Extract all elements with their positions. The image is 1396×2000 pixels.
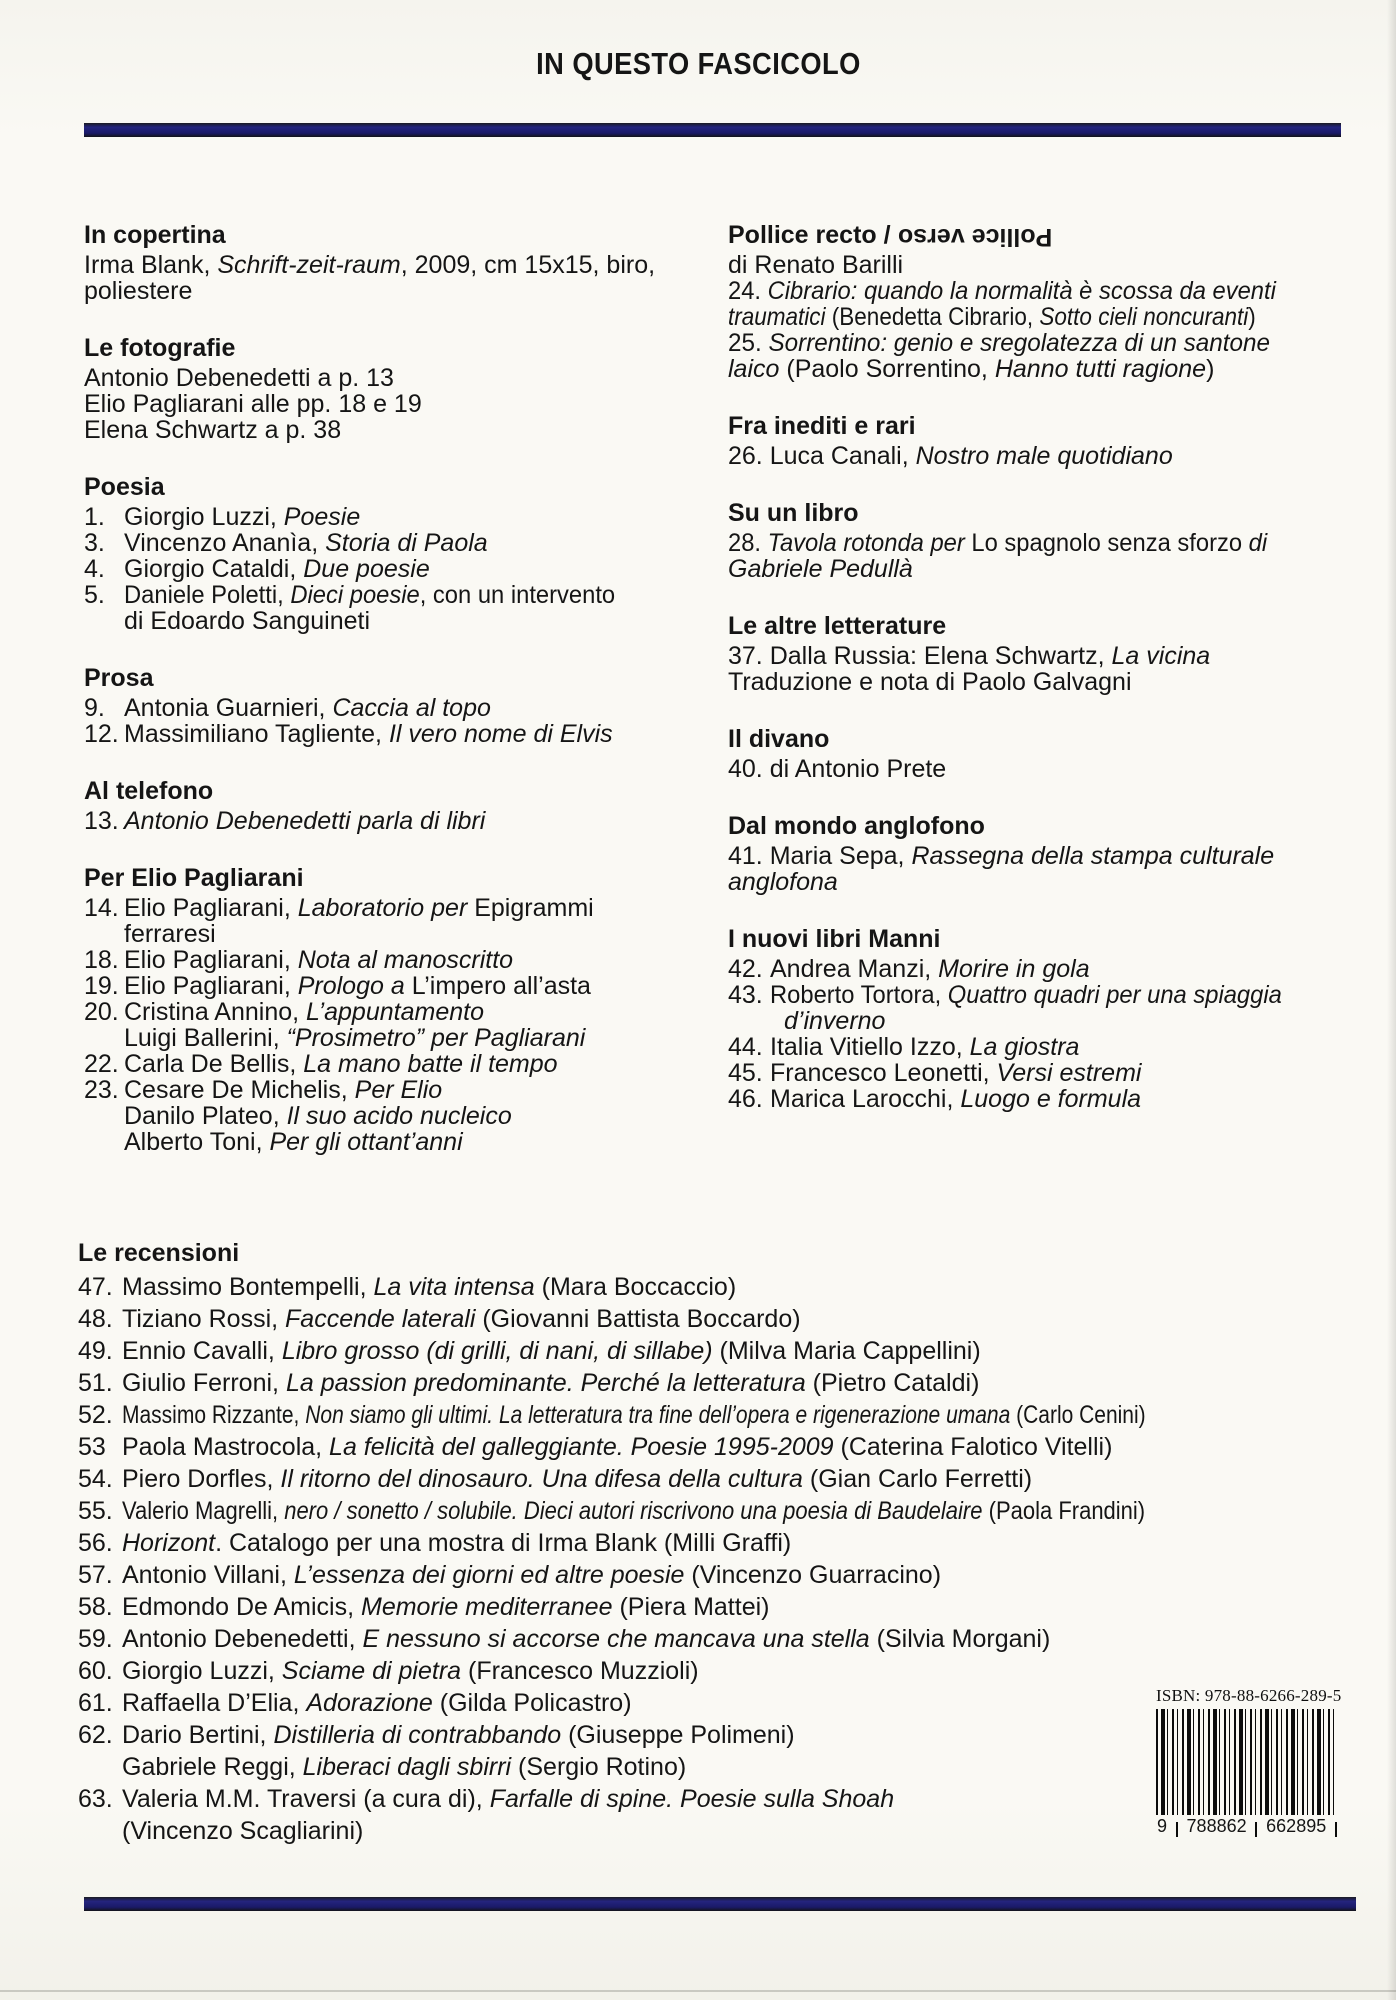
item-page-number: 49.	[78, 1337, 113, 1365]
text-run: di Renato Barilli	[728, 251, 904, 279]
work-title-italic: La vita intensa	[373, 1273, 535, 1301]
item-page-number: 46.	[728, 1085, 763, 1113]
item-page-number: 59.	[78, 1625, 113, 1653]
section-heading	[728, 221, 1390, 252]
toc-line	[78, 1527, 1380, 1559]
text-run: Cristina Annino,	[124, 998, 307, 1026]
text-run: Vincenzo Ananìa,	[124, 529, 326, 557]
text-run: L’impero all’asta	[404, 972, 591, 1000]
work-title-italic: Storia di Paola	[325, 529, 488, 557]
item-page-number: 56.	[78, 1529, 113, 1557]
toc-line	[78, 1463, 1380, 1495]
text-run: , con un intervento	[419, 581, 616, 609]
barcode-digit-group: 9	[1157, 1816, 1168, 1836]
text-run: Elio Pagliarani,	[124, 946, 298, 974]
item-page-number: 12.	[84, 720, 119, 748]
toc-line	[728, 278, 1390, 304]
work-title-italic: Due poesie	[303, 555, 430, 583]
toc-section	[84, 865, 728, 1155]
page-edge-shadow	[1387, 0, 1396, 2000]
text-run: Alberto Toni,	[124, 1128, 270, 1156]
text-run: Massimo Bontempelli,	[122, 1273, 374, 1301]
text-run: , 2009, cm 15x15, biro,	[400, 251, 656, 279]
work-title-italic: E nessuno si accorse che mancava una stella	[362, 1625, 870, 1653]
work-title-italic: Il vero nome di Elvis	[388, 720, 613, 748]
work-title-italic: Rassegna della stampa culturale	[911, 842, 1275, 870]
toc-line	[84, 695, 728, 721]
barcode-guard-bar	[1255, 1822, 1257, 1837]
toc-line	[84, 556, 728, 582]
work-title-italic: L’essenza dei giorni ed altre poesie	[293, 1561, 685, 1589]
condensed-text-wrap	[122, 1495, 1145, 1527]
section-heading	[78, 1237, 1380, 1269]
text-run: 40. di Antonio Prete	[728, 755, 947, 783]
toc-line	[78, 1431, 1380, 1463]
toc-line	[84, 921, 728, 947]
section-heading-text: In copertina	[84, 221, 226, 249]
text-run: )	[1206, 355, 1215, 383]
barcode-guard-bar	[1176, 1822, 1178, 1837]
toc-line	[728, 556, 1390, 582]
work-title-italic: Il ritorno del dinosauro. Una difesa della cultura	[280, 1465, 803, 1493]
toc-line	[728, 443, 1390, 469]
toc-line	[84, 417, 728, 443]
item-page-number: 55.	[78, 1497, 113, 1525]
text-run: (Paolo Sorrentino,	[779, 355, 995, 383]
text-run: (Vincenzo Scagliarini)	[122, 1817, 364, 1845]
toc-line	[728, 756, 1390, 782]
text-run: 28.	[728, 529, 768, 557]
section-heading	[728, 813, 1390, 839]
barcode-guard-bar	[1335, 1822, 1337, 1837]
text-run: Massimo Rizzante,	[122, 1401, 306, 1429]
text-run: Daniele Poletti,	[124, 581, 291, 609]
item-page-number: 57.	[78, 1561, 113, 1589]
toc-line	[728, 843, 1390, 869]
item-page-number: 19.	[84, 972, 119, 1000]
item-page-number: 45.	[728, 1059, 763, 1087]
work-title-italic: Quattro quadri per una spiaggia	[947, 981, 1282, 1009]
toc-line	[84, 1051, 728, 1077]
text-run: Elio Pagliarani,	[124, 972, 298, 1000]
top-divider-bar	[84, 123, 1341, 137]
text-run: )	[1248, 303, 1256, 331]
item-page-number: 4.	[84, 555, 105, 583]
text-run: ferraresi	[124, 920, 216, 948]
section-heading	[728, 413, 1390, 439]
section-heading-text: Al telefono	[84, 777, 214, 805]
text-run: Francesco Leonetti,	[770, 1059, 997, 1087]
toc-section	[84, 778, 728, 834]
text-run: (Gilda Policastro)	[432, 1689, 632, 1717]
toc-line	[78, 1335, 1380, 1367]
text-run: Cesare De Michelis,	[124, 1076, 355, 1104]
text-run: Carla De Bellis,	[124, 1050, 304, 1078]
text-run: Piero Dorfles,	[122, 1465, 281, 1493]
toc-line	[84, 1025, 728, 1051]
text-run: poliestere	[84, 277, 193, 305]
item-page-number: 42.	[728, 955, 763, 983]
item-page-number: 60.	[78, 1657, 113, 1685]
work-title-italic: Cibrario: quando la normalità è scossa da eventi	[767, 277, 1276, 305]
item-page-number: 22.	[84, 1050, 119, 1078]
section-heading-text: Su un libro	[728, 499, 859, 527]
text-run: Dario Bertini,	[122, 1721, 274, 1749]
item-page-number: 23.	[84, 1076, 119, 1104]
section-heading-flipped-text: Pollice verso	[897, 223, 1052, 252]
text-run: Danilo Plateo,	[124, 1102, 287, 1130]
text-run: Andrea Manzi,	[770, 955, 939, 983]
item-page-number: 13.	[84, 807, 119, 835]
condensed-text-wrap	[122, 1399, 1146, 1431]
text-run: . Catalogo per una mostra di Irma Blank (Milli Graffi)	[215, 1529, 792, 1557]
item-page-number: 1.	[84, 503, 105, 531]
item-page-number: 3.	[84, 529, 105, 557]
contents-column-left	[84, 222, 728, 1155]
condensed-text-wrap	[728, 304, 1256, 330]
toc-line	[78, 1559, 1380, 1591]
work-title-italic: Sorrentino: genio e sregolatezza di un santone	[768, 329, 1270, 357]
toc-section	[728, 926, 1390, 1112]
work-title-italic: Dieci poesie	[290, 581, 420, 609]
work-title-italic: Hanno tutti ragione	[994, 355, 1207, 383]
toc-line	[728, 869, 1390, 895]
toc-line	[84, 252, 728, 278]
toc-section	[728, 222, 1390, 382]
work-title-italic: Non siamo gli ultimi. La letteratura tra fine dell’opera e rigenerazione umana	[305, 1401, 1011, 1429]
item-page-number: 54.	[78, 1465, 113, 1493]
toc-line	[84, 278, 728, 304]
text-run: Massimiliano Tagliente,	[124, 720, 389, 748]
text-run: Valeria M.M. Traversi (a cura di),	[122, 1785, 490, 1813]
toc-line	[84, 1103, 728, 1129]
toc-line	[84, 947, 728, 973]
work-title-italic: Memorie mediterranee	[361, 1593, 613, 1621]
text-run: (Giovanni Battista Boccardo)	[475, 1305, 801, 1333]
text-run: (Carlo Cenini)	[1010, 1401, 1146, 1429]
toc-section	[84, 665, 728, 747]
text-run: Antonio Villani,	[122, 1561, 294, 1589]
work-title-italic: “Prosimetro” per Pagliarani	[286, 1024, 586, 1052]
section-heading-text: Poesia	[84, 473, 165, 501]
toc-line	[728, 643, 1390, 669]
condensed-text-wrap	[728, 530, 1267, 556]
work-title-italic: Per gli ottant’anni	[269, 1128, 463, 1156]
toc-section	[728, 500, 1390, 582]
bottom-divider-bar	[84, 1897, 1356, 1911]
text-run: Lo spagnolo senza sforzo	[964, 529, 1249, 557]
section-heading	[84, 865, 728, 891]
work-title-italic: Antonio Debenedetti parla di libri	[124, 807, 486, 835]
section-heading-text: Il divano	[728, 725, 830, 753]
text-run: (Vincenzo Guarracino)	[684, 1561, 942, 1589]
item-page-number: 58.	[78, 1593, 113, 1621]
item-page-number: 43.	[728, 981, 763, 1009]
text-run: Edmondo De Amicis,	[122, 1593, 361, 1621]
toc-line	[728, 1008, 1390, 1034]
text-run: (Mara Boccaccio)	[534, 1273, 737, 1301]
section-heading	[84, 222, 728, 248]
text-run: Tiziano Rossi,	[122, 1305, 286, 1333]
work-title-italic: Morire in gola	[938, 955, 1090, 983]
work-title-italic: La passion predominante. Perché la letteratura	[285, 1369, 806, 1397]
section-heading	[84, 474, 728, 500]
section-heading-text: Le fotografie	[84, 334, 236, 362]
work-title-italic: La mano batte il tempo	[303, 1050, 558, 1078]
toc-line	[84, 973, 728, 999]
item-page-number: 63.	[78, 1785, 113, 1813]
toc-section	[728, 613, 1390, 695]
text-run: Valerio Magrelli,	[122, 1497, 285, 1525]
text-run: Traduzione e nota di Paolo Galvagni	[728, 668, 1132, 696]
section-heading	[728, 500, 1390, 526]
work-title-italic: Gabriele Pedullà	[728, 555, 913, 583]
item-page-number: 18.	[84, 946, 119, 974]
text-run: Italia Vitiello Izzo,	[770, 1033, 970, 1061]
text-run: (Gian Carlo Ferretti)	[802, 1465, 1033, 1493]
toc-line	[728, 304, 1390, 330]
text-run: 24.	[728, 277, 768, 305]
barcode-digit-group: 788862	[1186, 1816, 1247, 1836]
work-title-italic: La felicità del galleggiante. Poesie 1995-2009	[329, 1433, 834, 1461]
scan-edge-line	[0, 1990, 1396, 1992]
work-title-italic: Faccende laterali	[285, 1305, 476, 1333]
text-run: Giorgio Luzzi,	[122, 1657, 282, 1685]
toc-line	[84, 582, 728, 608]
work-title-italic: d’inverno	[784, 1007, 886, 1035]
text-run: Giorgio Luzzi,	[124, 503, 284, 531]
item-page-number: 5.	[84, 581, 105, 609]
toc-line	[78, 1655, 1380, 1687]
text-run: Giulio Ferroni,	[122, 1369, 286, 1397]
work-title-italic: Farfalle di spine. Poesie sulla Shoah	[489, 1785, 895, 1813]
toc-line	[728, 956, 1390, 982]
work-title-italic: anglofona	[728, 868, 838, 896]
toc-line	[84, 999, 728, 1025]
toc-line	[78, 1623, 1380, 1655]
text-run: 26. Luca Canali,	[728, 442, 916, 470]
work-title-italic: La giostra	[969, 1033, 1080, 1061]
section-heading	[84, 665, 728, 691]
text-run: (Milva Maria Cappellini)	[712, 1337, 981, 1365]
work-title-italic: Luogo e formula	[960, 1085, 1142, 1113]
item-page-number: 44.	[728, 1033, 763, 1061]
section-heading-text: Dal mondo anglofono	[728, 812, 985, 840]
item-page-number: 48.	[78, 1305, 113, 1333]
work-title-italic: Il suo acido nucleico	[286, 1102, 512, 1130]
toc-section	[728, 413, 1390, 469]
text-run: (Pietro Cataldi)	[805, 1369, 980, 1397]
work-title-italic: Liberaci dagli sbirri	[302, 1753, 512, 1781]
toc-line	[84, 391, 728, 417]
toc-line	[78, 1367, 1380, 1399]
text-run: Antonia Guarnieri,	[124, 694, 333, 722]
item-page-number: 52.	[78, 1401, 113, 1429]
work-title-italic: traumatici	[728, 303, 826, 331]
toc-line	[84, 608, 728, 634]
work-title-italic: Tavola rotonda per	[767, 529, 965, 557]
toc-line	[728, 1060, 1390, 1086]
work-title-italic: Sotto cieli noncuranti	[1039, 303, 1249, 331]
toc-line	[728, 982, 1390, 1008]
text-run: Epigrammi	[467, 894, 594, 922]
toc-line	[78, 1495, 1380, 1527]
text-run: Gabriele Reggi,	[122, 1753, 303, 1781]
text-run: (Caterina Falotico Vitelli)	[833, 1433, 1113, 1461]
isbn-label: ISBN: 978-88-6266-289-5	[1156, 1686, 1342, 1705]
section-heading	[728, 726, 1390, 752]
text-run: Raffaella D’Elia,	[122, 1689, 307, 1717]
toc-section	[84, 474, 728, 634]
contents-column-right	[728, 222, 1390, 1112]
toc-section	[728, 726, 1390, 782]
text-run: (Giuseppe Polimeni)	[561, 1721, 795, 1749]
work-title-italic: Libro grosso (di grilli, di nani, di sillabe)	[281, 1337, 713, 1365]
work-title-italic: L’appuntamento	[306, 998, 484, 1026]
work-title-italic: Poesie	[283, 503, 361, 531]
condensed-text-wrap	[770, 982, 1282, 1008]
item-page-number: 9.	[84, 694, 105, 722]
barcode-bars	[1156, 1709, 1338, 1815]
text-run: (Paola Frandini)	[982, 1497, 1146, 1525]
text-run: (Silvia Morgani)	[869, 1625, 1051, 1653]
text-run: Elio Pagliarani,	[124, 894, 298, 922]
toc-line	[84, 1129, 728, 1155]
text-run: 37. Dalla Russia: Elena Schwartz,	[728, 642, 1112, 670]
work-title-italic: Prologo a	[297, 972, 405, 1000]
toc-line	[84, 895, 728, 921]
page-title-text: IN QUESTO FASCICOLO	[535, 46, 861, 81]
text-run: Roberto Tortora,	[770, 981, 948, 1009]
work-title-italic: Laboratorio per	[297, 894, 468, 922]
toc-line	[728, 1086, 1390, 1112]
text-run: Antonio Debenedetti a p. 13	[84, 364, 394, 392]
condensed-text-wrap	[728, 278, 1276, 304]
work-title-italic: Nostro male quotidiano	[915, 442, 1173, 470]
toc-line	[84, 808, 728, 834]
toc-line	[78, 1591, 1380, 1623]
text-run: Irma Blank,	[84, 251, 218, 279]
section-heading	[84, 778, 728, 804]
text-run: 41. Maria Sepa,	[728, 842, 912, 870]
toc-section	[84, 335, 728, 443]
text-run: Giorgio Cataldi,	[124, 555, 304, 583]
toc-line	[84, 721, 728, 747]
toc-line	[728, 669, 1390, 695]
toc-line	[78, 1271, 1380, 1303]
item-page-number: 62.	[78, 1721, 113, 1749]
section-heading-text: Per Elio Pagliarani	[84, 864, 304, 892]
section-heading-text: I nuovi libri Manni	[728, 925, 941, 953]
toc-line	[728, 356, 1390, 382]
toc-line	[728, 330, 1390, 356]
text-run: Elena Schwartz a p. 38	[84, 416, 342, 444]
barcode-digits	[1156, 1816, 1338, 1837]
text-run: (Piera Mattei)	[612, 1593, 770, 1621]
work-title-italic: Per Elio	[354, 1076, 443, 1104]
section-heading	[84, 335, 728, 361]
item-page-number: 20.	[84, 998, 119, 1026]
toc-line	[84, 1077, 728, 1103]
item-page-number: 53	[78, 1433, 106, 1461]
section-heading-text: Fra inediti e rari	[728, 412, 916, 440]
toc-section	[84, 222, 728, 304]
text-run: di Edoardo Sanguineti	[124, 607, 371, 635]
work-title-italic: Versi estremi	[996, 1059, 1142, 1087]
page-title	[0, 46, 1396, 82]
toc-line	[84, 504, 728, 530]
work-title-italic: Caccia al topo	[332, 694, 491, 722]
text-run: Antonio Debenedetti,	[122, 1625, 363, 1653]
toc-line	[78, 1399, 1380, 1431]
work-title-italic: La vicina	[1111, 642, 1211, 670]
item-page-number: 47.	[78, 1273, 113, 1301]
text-run: (Benedetta Cibrario,	[825, 303, 1040, 331]
section-heading	[728, 613, 1390, 639]
item-page-number: 61.	[78, 1689, 113, 1717]
work-title-italic: laico	[728, 355, 780, 383]
section-heading-text: Le recensioni	[78, 1239, 240, 1267]
item-page-number: 51.	[78, 1369, 113, 1397]
condensed-text-wrap	[124, 582, 615, 608]
section-heading-text: Pollice recto /	[728, 221, 898, 249]
work-title-italic: Nota al manoscritto	[297, 946, 514, 974]
barcode-digit-group: 662895	[1266, 1816, 1327, 1836]
toc-line	[84, 365, 728, 391]
text-run: Ennio Cavalli,	[122, 1337, 282, 1365]
toc-line	[728, 530, 1390, 556]
barcode-block	[1156, 1686, 1342, 1837]
toc-line	[728, 252, 1390, 278]
text-run: Paola Mastrocola,	[122, 1433, 330, 1461]
text-run: (Francesco Muzzioli)	[461, 1657, 699, 1685]
section-heading-text: Prosa	[84, 664, 154, 692]
item-page-number: 14.	[84, 894, 119, 922]
toc-line	[728, 1034, 1390, 1060]
text-run: (Sergio Rotino)	[511, 1753, 687, 1781]
work-title-italic: Sciame di pietra	[281, 1657, 462, 1685]
work-title-italic: Schrift-zeit-raum	[217, 251, 401, 279]
section-heading	[728, 926, 1390, 952]
work-title-italic: di	[1248, 529, 1268, 557]
work-title-italic: Distilleria di contrabbando	[273, 1721, 562, 1749]
work-title-italic: Horizont	[122, 1529, 216, 1557]
toc-section	[728, 813, 1390, 895]
section-heading-text: Le altre letterature	[728, 612, 947, 640]
toc-line	[78, 1303, 1380, 1335]
work-title-italic: Adorazione	[306, 1689, 433, 1717]
toc-line	[84, 530, 728, 556]
text-run: 25.	[728, 329, 769, 357]
work-title-italic: nero / sonetto / solubile. Dieci autori riscrivono una poesia di Baudelaire	[284, 1497, 983, 1525]
text-run: Marica Larocchi,	[770, 1085, 961, 1113]
text-run: Luigi Ballerini,	[124, 1024, 287, 1052]
text-run: Elio Pagliarani alle pp. 18 e 19	[84, 390, 422, 418]
condensed-text-wrap	[728, 330, 1270, 356]
